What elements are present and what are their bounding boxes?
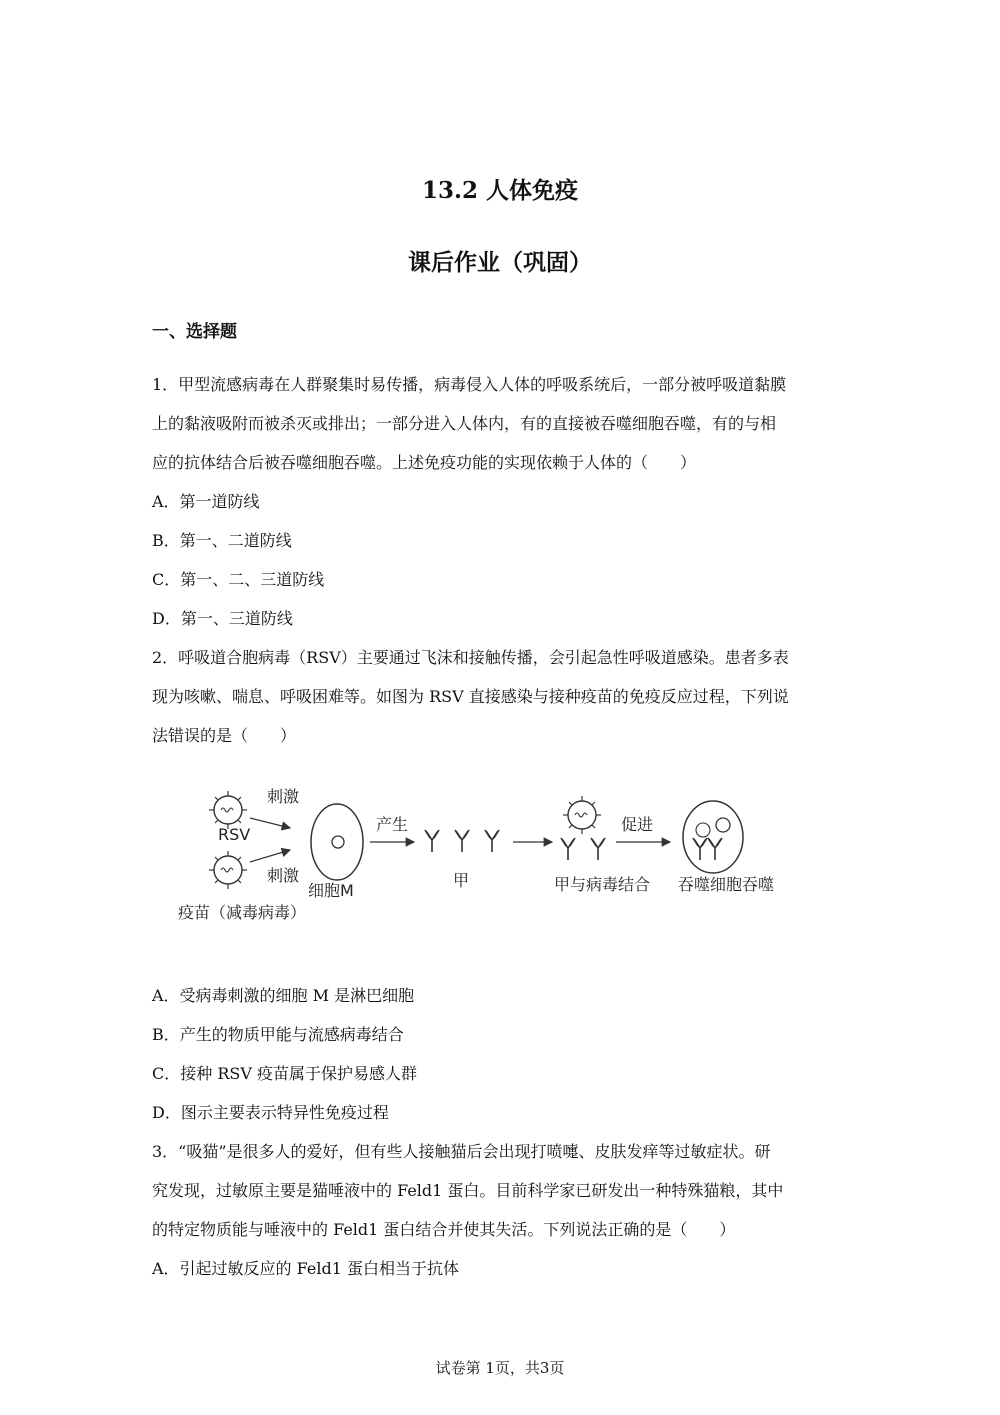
q1-option-d: D．第一、三道防线 bbox=[152, 609, 293, 628]
q2-line-2: 现为咳嗽、喘息、呼吸困难等。如图为 RSV 直接感染与接种疫苗的免疫反应过程，下列说 bbox=[152, 687, 789, 706]
document-title: 13.2 人体免疫 bbox=[421, 177, 579, 204]
cell-m-label: 细胞M bbox=[308, 881, 354, 900]
binding-label: 甲与病毒结合 bbox=[554, 875, 651, 894]
q1-line-1: 1．甲型流感病毒在人群聚集时易传播，病毒侵入人体的呼吸系统后，一部分被呼吸道黏膜 bbox=[152, 375, 787, 394]
q1-option-a: A．第一道防线 bbox=[152, 492, 260, 511]
stimulate-label-2: 刺激 bbox=[267, 866, 300, 885]
q3-option-a: A．引起过敏反应的 Feld1 蛋白相当于抗体 bbox=[152, 1259, 459, 1278]
vaccine-label: 疫苗（减毒病毒） bbox=[178, 903, 307, 922]
produce-label: 产生 bbox=[376, 815, 409, 834]
document-subtitle: 课后作业（巩固） bbox=[408, 249, 592, 276]
cell-m-icon bbox=[311, 804, 363, 880]
q2-line-3: 法错误的是（ ） bbox=[152, 726, 297, 745]
q3-line-2: 究发现，过敏原主要是猫唾液中的 Feld1 蛋白。目前科学家已研发出一种特殊猫粮，其中 bbox=[152, 1181, 784, 1200]
q2-option-d: D．图示主要表示特异性免疫过程 bbox=[152, 1103, 389, 1122]
q3-line-1: 3．“吸猫”是很多人的爱好，但有些人接触猫后会出现打喷嚏、皮肤发痒等过敏症状。研 bbox=[152, 1142, 771, 1161]
arrow-vaccine-to-cell bbox=[250, 850, 290, 862]
q2-option-c: C．接种 RSV 疫苗属于保护易感人群 bbox=[152, 1064, 417, 1083]
vaccine-virus-icon bbox=[209, 851, 247, 889]
antibody-virus-complex-icon bbox=[561, 796, 605, 860]
rsv-virus-icon bbox=[209, 791, 247, 829]
jia-label: 甲 bbox=[453, 871, 470, 890]
phagocyte-label: 吞噬细胞吞噬 bbox=[678, 875, 775, 894]
q1-option-c: C．第一、二、三道防线 bbox=[152, 570, 325, 589]
q2-line-1: 2．呼吸道合胞病毒（RSV）主要通过飞沫和接触传播，会引起急性呼吸道感染。患者多表 bbox=[152, 648, 789, 667]
q2-option-a: A．受病毒刺激的细胞 M 是淋巴细胞 bbox=[152, 986, 415, 1005]
q1-line-3: 应的抗体结合后被吞噬细胞吞噬。上述免疫功能的实现依赖于人体的（ ） bbox=[152, 453, 697, 472]
q2-option-b: B．产生的物质甲能与流感病毒结合 bbox=[152, 1025, 404, 1044]
phagocyte-icon bbox=[683, 801, 743, 873]
q3-line-3: 的特定物质能与唾液中的 Feld1 蛋白结合并使其失活。下列说法正确的是（ ） bbox=[152, 1220, 736, 1239]
page-footer: 试卷第 1页，共3页 bbox=[435, 1359, 565, 1377]
q1-option-b: B．第一、二道防线 bbox=[152, 531, 292, 550]
stimulate-label-1: 刺激 bbox=[267, 787, 300, 806]
promote-label: 促进 bbox=[621, 815, 654, 834]
rsv-label: RSV bbox=[218, 825, 251, 844]
immune-response-diagram bbox=[170, 780, 810, 930]
q1-line-2: 上的黏液吸附而被杀灭或排出；一部分进入人体内，有的直接被吞噬细胞吞噬，有的与相 bbox=[152, 414, 777, 433]
section-heading: 一、选择题 bbox=[152, 322, 237, 342]
arrow-rsv-to-cell bbox=[250, 818, 290, 828]
antibody-jia-icon bbox=[425, 830, 499, 852]
